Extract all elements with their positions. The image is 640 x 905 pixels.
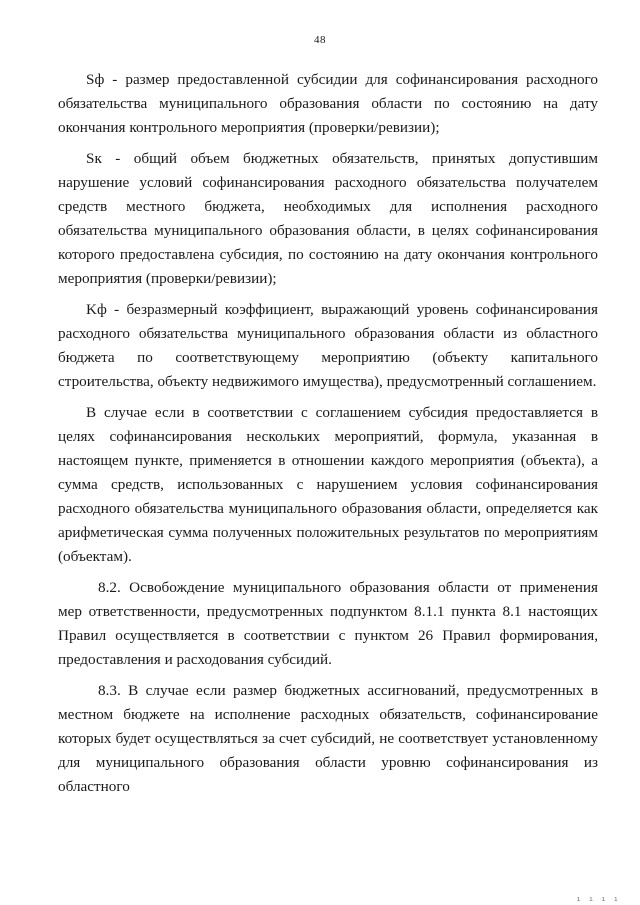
- page-number: 48: [314, 34, 326, 46]
- paragraph-sk-definition: Sк - общий объем бюджетных обязательств, принятых допустившим нарушение условий софинансирования расходного обязательства получателем средств местного бюджета, необходимых для исполнения расходного обязательства муниципального образования области, в целях софинансирования которого предоставлена субсидия, по состоянию на дату окончания контрольного мероприятия (проверки/ревизии);: [58, 150, 598, 287]
- paragraph-8-3: 8.3. В случае если размер бюджетных ассигнований, предусмотренных в местном бюджете на исполнение расходных обязательств, софинансирование которых будет осуществляться за счет субсидий, не соответствует установленному для муниципального образования области уровню софинансирования из областного: [58, 682, 598, 795]
- page-body: [58, 68, 598, 806]
- paragraph-8-2: 8.2. Освобождение муниципального образования области от применения мер ответственности, предусмотренных подпунктом 8.1.1 пункта 8.1 настоящих Правил осуществляется в соответствии с пунктом 26 Правил формирования, предоставления и расходования субсидий.: [58, 579, 598, 668]
- paragraph-multiple-events: В случае если в соответствии с соглашением субсидия предоставляется в целях софинансирования нескольких мероприятий, формула, указанная в настоящем пункте, применяется в отношении каждого мероприятия (объекта), а сумма средств, использованных с нарушением условия софинансирования расходного обязательства муниципального образования области, определяется как арифметическая сумма полученных положительных результатов по мероприятиям (объектам).: [58, 404, 598, 565]
- scan-mark: ı ı ı ı: [576, 895, 620, 903]
- paragraph-kf-definition: Kф - безразмерный коэффициент, выражающий уровень софинансирования расходного обязательства муниципального образования области из областного бюджета по соответствующему мероприятию (объекту капитального строительства, объекту недвижимого имущества), предусмотренный соглашением.: [58, 301, 598, 390]
- paragraph-sf-definition: Sф - размер предоставленной субсидии для софинансирования расходного обязательства муниципального образования области по состоянию на дату окончания контрольного мероприятия (проверки/ревизии);: [58, 71, 598, 136]
